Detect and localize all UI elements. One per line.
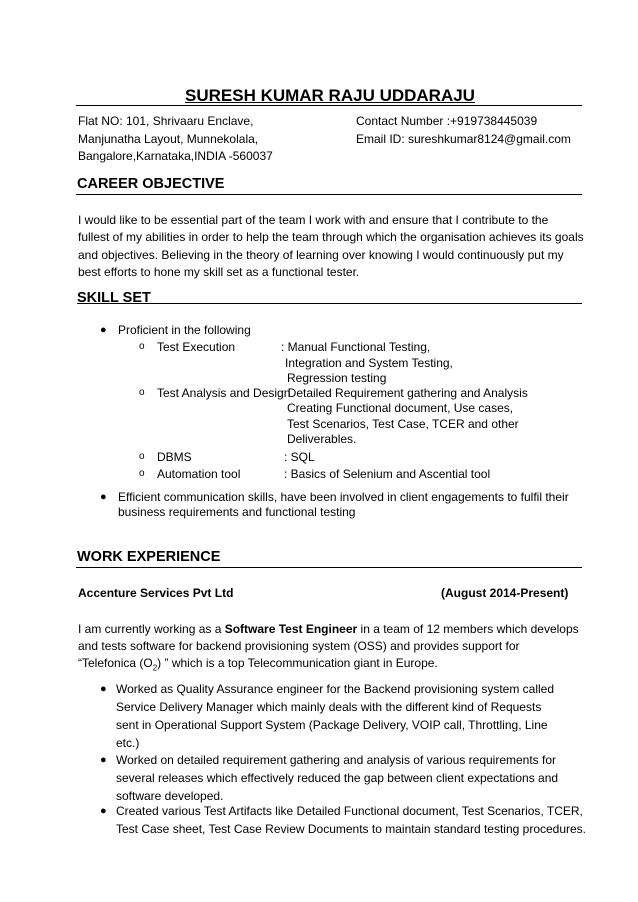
contact-number: Contact Number :+919738445039 (356, 114, 538, 128)
work-bullet-1-line-1: Worked as Quality Assurance engineer for the Backend provisioning system called (116, 682, 555, 696)
circle-bullet-icon: o (139, 468, 145, 479)
bullet-icon: ● (100, 805, 107, 817)
address-line-3: Bangalore,Karnataka,INDIA -560037 (78, 149, 273, 163)
skill-set-rule (140, 303, 582, 304)
skill-detail: : Detailed Requirement gathering and Analysis (281, 386, 528, 400)
skill-set-heading: SKILL SET (77, 290, 151, 306)
name-rule (76, 105, 582, 106)
skill-detail: Test Scenarios, Test Case, TCER and other (287, 417, 519, 431)
company-name: Accenture Services Pvt Ltd (78, 586, 234, 600)
objective-line-3: and objectives. Believing in the theory of learning over knowing I would continuously put my (78, 248, 564, 262)
communication-line-1: Efficient communication skills, have been involved in client engagements to fulfil their (118, 490, 569, 504)
work-bullet-1-line-4: etc.) (116, 736, 140, 750)
skill-detail: : Basics of Selenium and Ascential tool (284, 467, 491, 481)
address-line-2: Manjunatha Layout, Munnekolala, (78, 132, 259, 146)
objective-line-2: fullest of my abilities in order to help the team through which the organisation achieves its goals (78, 230, 584, 244)
work-bullet-3-line-1: Created various Test Artifacts like Detailed Functional document, Test Scenarios, TCER, (116, 804, 583, 818)
objective-line-1: I would like to be essential part of the team I work with and ensure that I contribute to the (78, 213, 549, 227)
candidate-name: SURESH KUMAR RAJU UDDARAJU (185, 86, 475, 105)
address-line-1: Flat NO: 101, Shrivaaru Enclave, (78, 114, 254, 128)
skill-label-automation: Automation tool (157, 467, 241, 481)
employment-period: (August 2014-Present) (441, 586, 569, 600)
work-bullet-2-line-1: Worked on detailed requirement gathering and analysis of various requirements for (116, 753, 557, 767)
work-experience-heading: WORK EXPERIENCE (77, 549, 221, 565)
skill-label-test-execution: Test Execution (157, 340, 236, 354)
skill-detail: Creating Functional document, Use cases, (287, 401, 514, 415)
email-address: Email ID: sureshkumar8124@gmail.com (356, 132, 571, 146)
skill-detail: : Manual Functional Testing, (281, 340, 431, 354)
objective-rule (76, 194, 582, 195)
work-bullet-1-line-3: sent in Operational Support System (Package Delivery, VOIP call, Throttling, Line (116, 718, 548, 732)
circle-bullet-icon: o (139, 341, 145, 352)
skill-detail: : SQL (284, 450, 315, 464)
skill-label-test-analysis: Test Analysis and Design (157, 386, 291, 400)
work-bullet-2-line-3: software developed. (116, 789, 224, 803)
summary-line-3: “Telefonica $(O_2)$ ” which is a top Telecommunication giant in Europe. (78, 656, 438, 673)
work-bullet-3-line-2: Test Case sheet, Test Case Review Documents to maintain standard testing procedures. (116, 822, 587, 836)
summary-line-2: and tests software for backend provisioning system (OSS) and provides support for (78, 639, 520, 653)
job-role: Software Test Engineer (224, 622, 358, 636)
work-bullet-2-line-2: several releases which effectively reduced the gap between client expectations and (116, 771, 559, 785)
communication-line-2: business requirements and functional testing (118, 505, 356, 519)
objective-line-4: best efforts to hone my skill set as a functional tester. (78, 265, 360, 279)
skill-label-dbms: DBMS (157, 450, 192, 464)
bullet-icon: ● (100, 324, 107, 336)
work-bullet-1-line-2: Service Delivery Manager which mainly deals with the different kind of Requests (116, 700, 542, 714)
skills-intro: Proficient in the following (118, 323, 251, 337)
circle-bullet-icon: o (139, 451, 145, 462)
work-rule (76, 567, 582, 568)
skill-detail: Deliverables. (287, 432, 357, 446)
career-objective-heading: CAREER OBJECTIVE (77, 176, 225, 192)
bullet-icon: ● (100, 754, 107, 766)
skill-detail: Integration and System Testing, (285, 356, 453, 370)
summary-line-1: I am currently working as a Software Test Engineer in a team of 12 members which develops (78, 622, 579, 636)
bullet-icon: ● (100, 683, 107, 695)
bullet-icon: ● (100, 491, 107, 503)
skill-detail: Regression testing (287, 371, 387, 385)
circle-bullet-icon: o (139, 387, 145, 398)
